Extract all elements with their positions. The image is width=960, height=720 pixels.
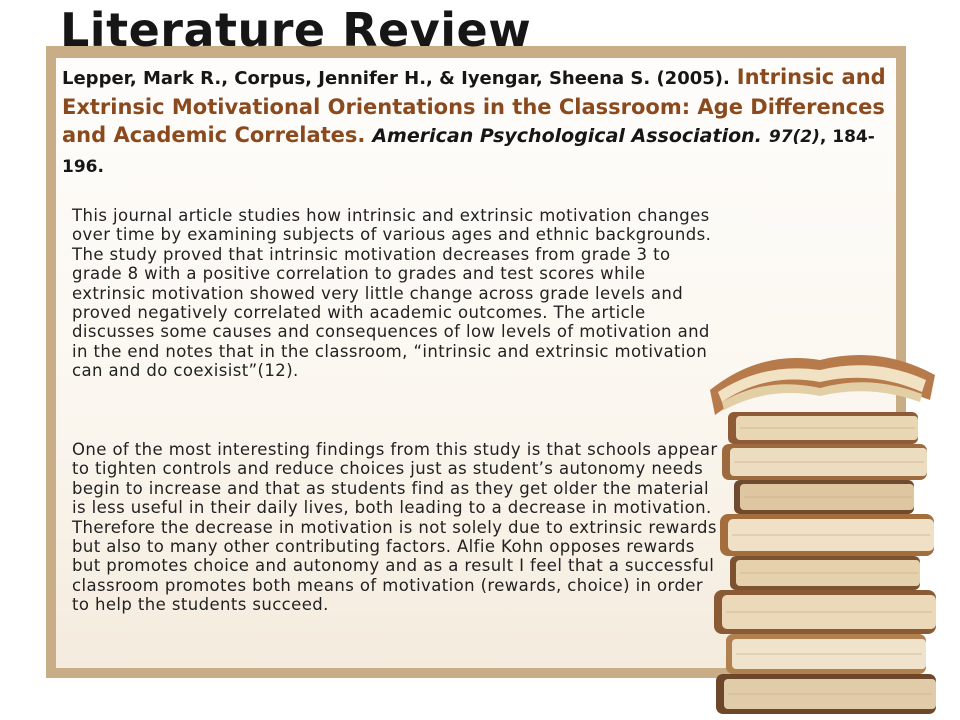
citation xyxy=(62,63,902,181)
summary-paragraph: This journal article studies how intrinsic and extrinsic motivation changes over time by examining subjects of various ages and ethnic backgrounds. The study proved that intrinsic motivation decreases from grade 3 to grade 8 with a positive correlation to grades and test scores while extrinsic motivation showed very little change across grade levels and proved negatively correlated with academic outcomes. The article discusses some causes and consequences of low levels of motivation and in the end notes that in the classroom, “intrinsic and extrinsic motivation can and do coexisist”(12). xyxy=(72,206,712,381)
citation-volume: 97(2) xyxy=(768,127,820,147)
citation-authors: Lepper, Mark R., Corpus, Jennifer H., & Iyengar, Sheena S. (2005). xyxy=(62,68,730,89)
citation-pages: , 184-196. xyxy=(62,127,875,177)
citation-article-title: Intrinsic and Extrinsic Motivational Orientations in the Classroom: Age Differences and Academic Correlates. xyxy=(62,65,886,147)
slide-title: Literature Review xyxy=(60,3,532,57)
findings-paragraph: One of the most interesting findings from this study is that schools appear to tighten controls and reduce choices just as student’s autonomy needs begin to increase and that as students find as they get older the material is less useful in their daily lives, both leading to a decrease in motivation. Therefore the decrease in motivation is not solely due to extrinsic rewards but also to many other contributing factors. Alfie Kohn opposes rewards but promotes choice and autonomy and as a result I feel that a successful classroom promotes both means of motivation (rewards, choice) in order to help the students succeed. xyxy=(72,440,718,615)
book-stack-image xyxy=(700,330,940,720)
citation-journal: American Psychological Association. xyxy=(372,125,762,147)
